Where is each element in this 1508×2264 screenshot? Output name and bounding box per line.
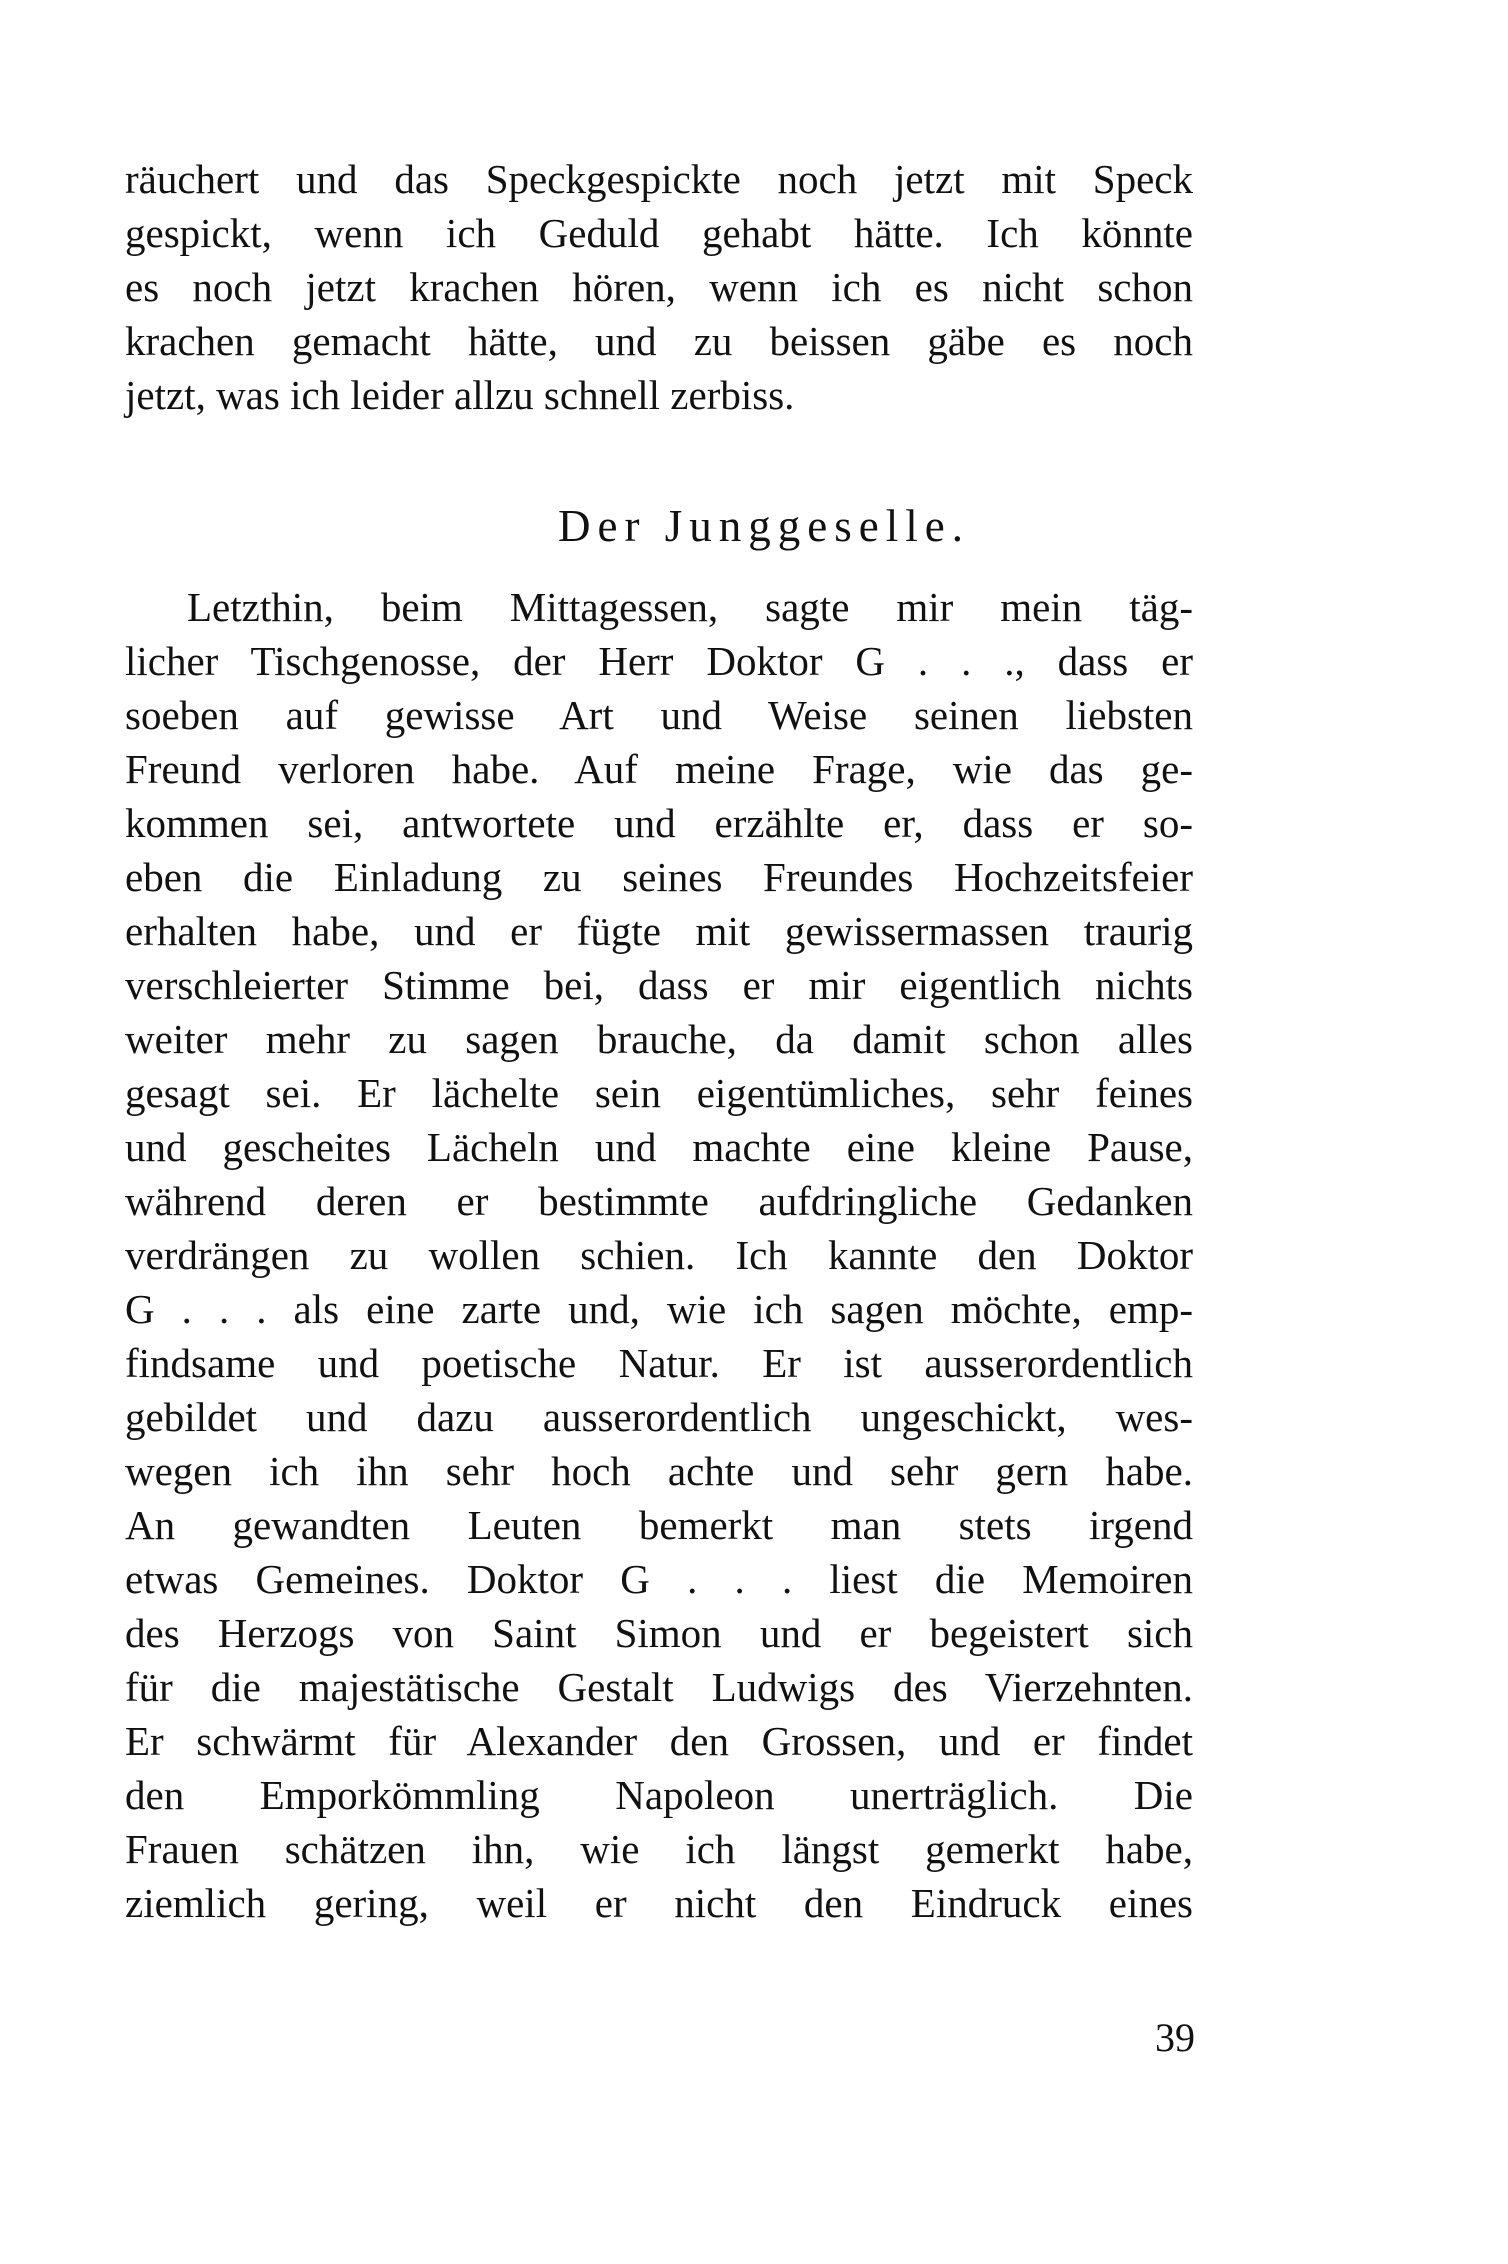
top-paragraph bbox=[125, 152, 1193, 422]
text-line: für die majestätische Gestalt Ludwigs des Vierzehnten. bbox=[125, 1664, 1193, 1710]
text-line: jetzt, was ich leider allzu schnell zerbiss. bbox=[125, 372, 795, 418]
text-line: während deren er bestimmte aufdringliche Gedanken bbox=[125, 1178, 1193, 1224]
text-line: gesagt sei. Er lächelte sein eigentümliches, sehr feines bbox=[125, 1070, 1193, 1116]
text-line: wegen ich ihn sehr hoch achte und sehr gern habe. bbox=[125, 1448, 1193, 1494]
text-line: etwas Gemeines. Doktor G . . . liest die Memoiren bbox=[125, 1556, 1193, 1602]
text-line: findsame und poetische Natur. Er ist ausserordentlich bbox=[125, 1340, 1193, 1386]
text-line: soeben auf gewisse Art und Weise seinen liebsten bbox=[125, 692, 1193, 738]
text-line: eben die Einladung zu seines Freundes Hochzeitsfeier bbox=[125, 854, 1193, 900]
text-line: Freund verloren habe. Auf meine Frage, wie das ge- bbox=[125, 746, 1193, 792]
text-line: und gescheites Lächeln und machte eine kleine Pause, bbox=[125, 1124, 1193, 1170]
text-line: krachen gemacht hätte, und zu beissen gäbe es noch bbox=[125, 318, 1193, 364]
text-line: gebildet und dazu ausserordentlich ungeschickt, wes- bbox=[125, 1394, 1193, 1440]
text-line: kommen sei, antwortete und erzählte er, dass er so- bbox=[125, 800, 1193, 846]
text-line: ziemlich gering, weil er nicht den Eindruck eines bbox=[125, 1880, 1193, 1926]
text-line: erhalten habe, und er fügte mit gewissermassen traurig bbox=[125, 908, 1193, 954]
text-line: An gewandten Leuten bemerkt man stets irgend bbox=[125, 1502, 1193, 1548]
page-number: 39 bbox=[1155, 2015, 1195, 2060]
text-line: räuchert und das Speckgespickte noch jetzt mit Speck bbox=[125, 156, 1193, 202]
text-line: G . . . als eine zarte und, wie ich sagen möchte, emp- bbox=[125, 1286, 1193, 1332]
text-line: des Herzogs von Saint Simon und er begeistert sich bbox=[125, 1610, 1193, 1656]
text-line: es noch jetzt krachen hören, wenn ich es nicht schon bbox=[125, 264, 1193, 310]
section-title: Der Junggeselle. bbox=[558, 501, 970, 551]
text-line: licher Tischgenosse, der Herr Doktor G . . ., dass er bbox=[125, 638, 1193, 684]
main-paragraph bbox=[125, 580, 1193, 1930]
text-line: Er schwärmt für Alexander den Grossen, und er findet bbox=[125, 1718, 1193, 1764]
text-line: den Emporkömmling Napoleon unerträglich. Die bbox=[125, 1772, 1193, 1818]
text-line: gespickt, wenn ich Geduld gehabt hätte. Ich könnte bbox=[125, 210, 1193, 256]
text-line: verschleierter Stimme bei, dass er mir eigentlich nichts bbox=[125, 962, 1193, 1008]
text-line: weiter mehr zu sagen brauche, da damit schon alles bbox=[125, 1016, 1193, 1062]
text-line: Frauen schätzen ihn, wie ich längst gemerkt habe, bbox=[125, 1826, 1193, 1872]
text-line: verdrängen zu wollen schien. Ich kannte den Doktor bbox=[125, 1232, 1193, 1278]
text-line: Letzthin, beim Mittagessen, sagte mir mein täg- bbox=[187, 584, 1193, 630]
